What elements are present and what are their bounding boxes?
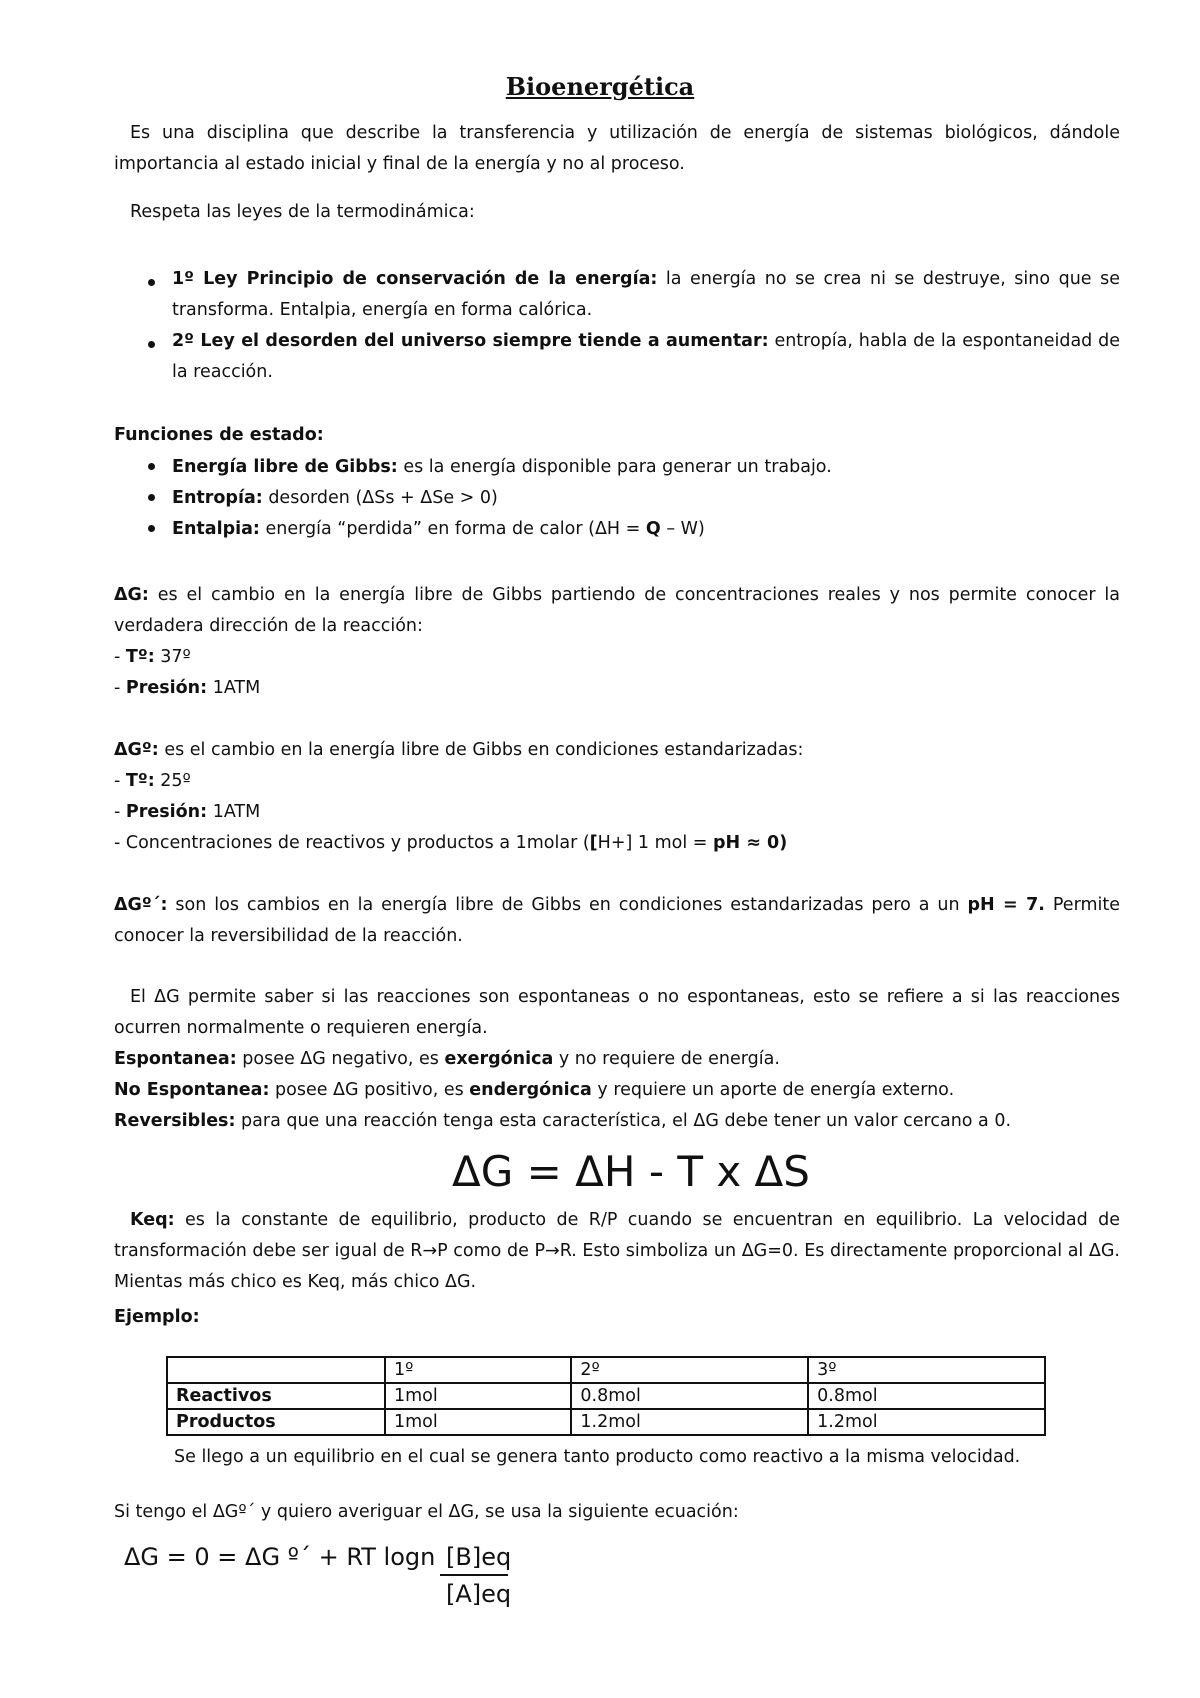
table-cell: Productos	[167, 1409, 385, 1435]
spontaneous-line: Espontanea: posee ΔG negativo, es exergónica y no requiere de energía.	[114, 1049, 780, 1069]
table-cell: 1mol	[385, 1383, 571, 1409]
table-row	[167, 1383, 1045, 1409]
equilibrium-table	[166, 1356, 1046, 1436]
table-caption: Se llego a un equilibrio en el cual se genera tanto producto como reactivo a la misma velocidad.	[174, 1447, 1021, 1467]
table-cell: 1º	[385, 1357, 571, 1383]
table-cell: 1mol	[385, 1409, 571, 1435]
equation-denominator: [A]eq	[446, 1580, 512, 1608]
equation-intro: Si tengo el ΔGº´ y quiero averiguar el ΔG, se usa la siguiente ecuación:	[114, 1502, 739, 1522]
intro-paragraph: Es una disciplina que describe la transferencia y utilización de energía de sistemas biológicos, dándole importancia al estado inicial y final de la energía y no al proceso.	[114, 123, 1120, 174]
table-cell: 3º	[808, 1357, 1045, 1383]
equilibrium-equation-left: ΔG = 0 = ΔG º´ + RT logn	[124, 1543, 436, 1571]
law-2: 2º Ley el desorden del universo siempre tiende a aumentar: entropía, habla de la espontaneidad de la reacción.	[172, 331, 1120, 382]
laws-heading: Respeta las leyes de la termodinámica:	[130, 202, 475, 222]
dg-definition: ΔG: es el cambio en la energía libre de Gibbs partiendo de concentraciones reales y nos permite conocer la verdadera dirección de la reacción:	[114, 585, 1120, 636]
dg-temperature: - Tº: 37º	[114, 647, 191, 667]
page-title: Bioenergética	[505, 72, 695, 101]
gibbs-formula: ΔG = ΔH - T x ΔS	[452, 1147, 810, 1196]
dg0-definition: ΔGº: es el cambio en la energía libre de Gibbs en condiciones estandarizadas:	[114, 740, 804, 760]
equation-numerator: [B]eq	[446, 1543, 512, 1571]
state-functions-heading: Funciones de estado:	[114, 425, 324, 445]
table-cell: 2º	[571, 1357, 808, 1383]
dg0-concentrations: - Concentraciones de reactivos y productos a 1molar ([H+] 1 mol = pH ≈ 0)	[114, 833, 788, 853]
table-row	[167, 1409, 1045, 1435]
state-enthalpy: Entalpia: energía “perdida” en forma de calor (ΔH = Q – W)	[172, 519, 705, 539]
bullet-dot-icon	[148, 525, 155, 532]
table-cell	[167, 1357, 385, 1383]
law-1: 1º Ley Principio de conservación de la energía: la energía no se crea ni se destruye, sino que se transforma. Entalpia, energía en forma calórica.	[172, 269, 1120, 320]
bullet-dot-icon	[148, 341, 155, 348]
non-spontaneous-line: No Espontanea: posee ΔG positivo, es endergónica y requiere un aporte de energía externo.	[114, 1080, 955, 1100]
bullet-dot-icon	[148, 494, 155, 501]
fraction-bar	[440, 1574, 508, 1576]
table-cell: 1.2mol	[808, 1409, 1045, 1435]
state-entropy: Entropía: desorden (ΔSs + ΔSe > 0)	[172, 488, 498, 508]
table-cell: 0.8mol	[571, 1383, 808, 1409]
keq-paragraph: Keq: es la constante de equilibrio, producto de R/P cuando se encuentran en equilibrio. La velocidad de transformación debe ser igual de R→P como de P→R. Esto simboliza un ΔG=0. Es directamente proporcional al ΔG. Mientas más chico es Keq, más chico ΔG.	[114, 1210, 1120, 1292]
dg-pressure: - Presión: 1ATM	[114, 678, 261, 698]
table-cell: 0.8mol	[808, 1383, 1045, 1409]
table-header-row	[167, 1357, 1045, 1383]
table-cell: Reactivos	[167, 1383, 385, 1409]
dg0-prime-definition: ΔGº´: son los cambios en la energía libre de Gibbs en condiciones estandarizadas pero a un pH = 7. Permite conocer la reversibilidad de la reacción.	[114, 895, 1120, 946]
bullet-dot-icon	[148, 279, 155, 286]
state-gibbs: Energía libre de Gibbs: es la energía disponible para generar un trabajo.	[172, 457, 832, 477]
dg0-pressure: - Presión: 1ATM	[114, 802, 261, 822]
table-cell: 1.2mol	[571, 1409, 808, 1435]
dg0-temperature: - Tº: 25º	[114, 771, 191, 791]
example-heading: Ejemplo:	[114, 1307, 200, 1327]
spontaneity-paragraph: El ΔG permite saber si las reacciones son espontaneas o no espontaneas, esto se refiere a si las reacciones ocurren normalmente o requieren energía.	[114, 987, 1120, 1038]
reversible-line: Reversibles: para que una reacción tenga esta característica, el ΔG debe tener un valor cercano a 0.	[114, 1111, 1012, 1131]
bullet-dot-icon	[148, 463, 155, 470]
